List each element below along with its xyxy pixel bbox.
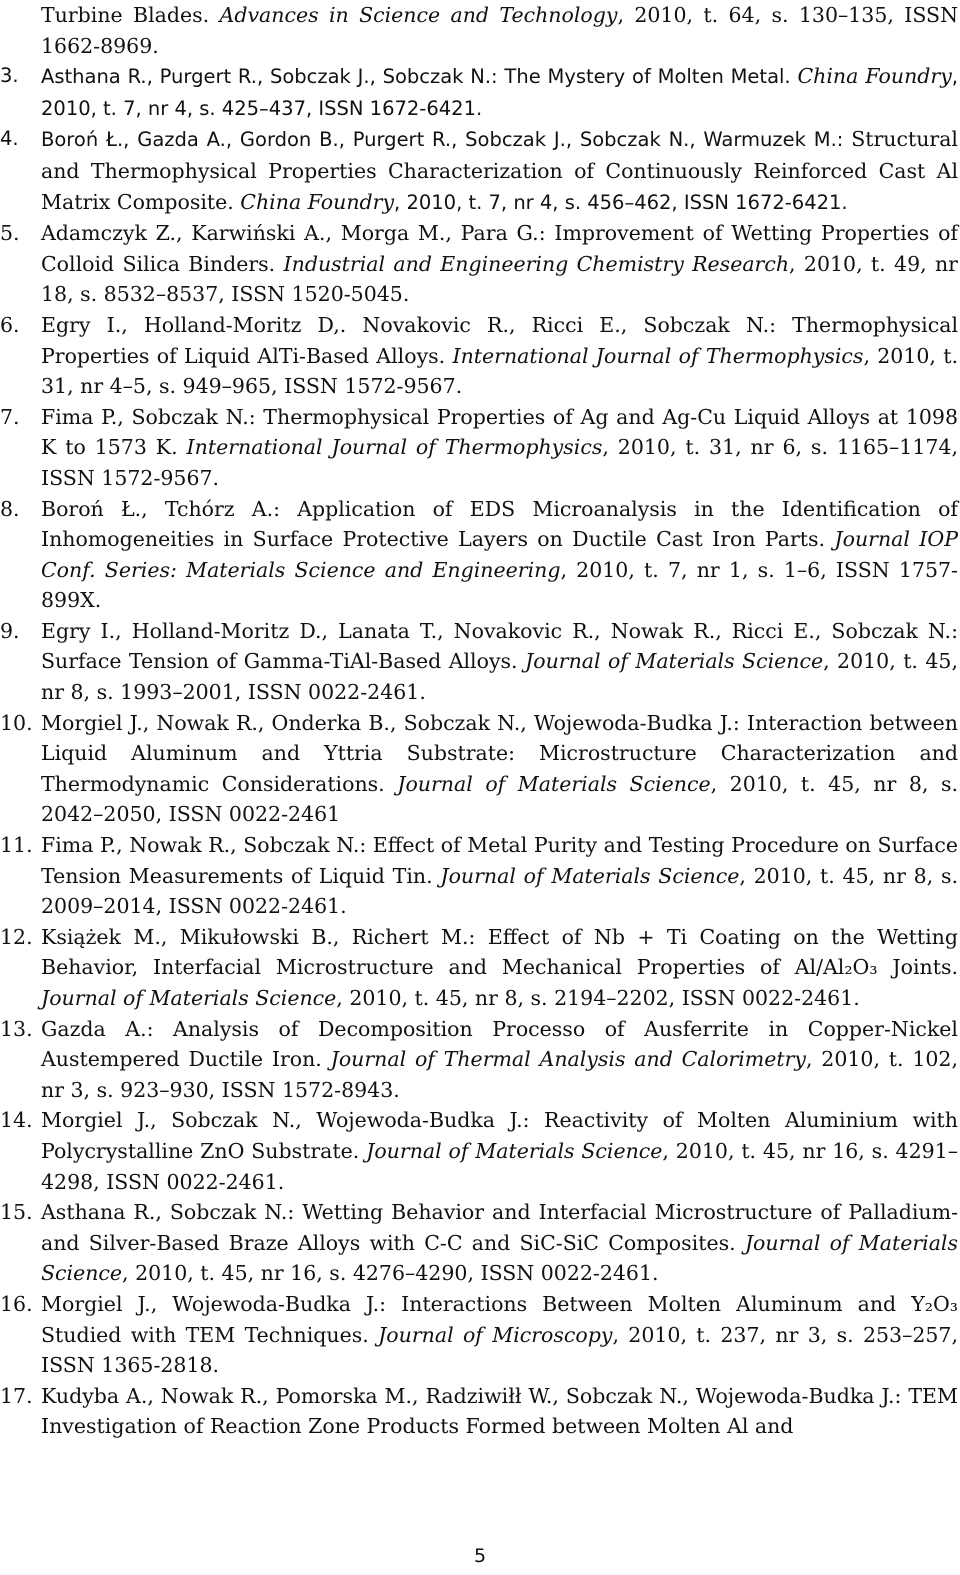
reference-segment: , 2010, t. 49, nr 18, s. 8532–8537, ISSN 1520-5045. [41,251,958,307]
reference-text [41,1381,958,1442]
reference-text [41,124,958,218]
journal-title: China Foundry [797,64,952,89]
reference-segment: Egry I., Holland-Moritz D., Lanata T., Novakovic R., Nowak R., Ricci E., Sobczak N.: Surface Tension of Gamma-TiAl-Based Alloys. [41,618,958,674]
reference-segment: , 2010, t. 102, nr 3, s. 923–930, ISSN 1572-8943. [41,1047,958,1102]
reference-segment: , 2010, t. 45, nr 16, s. 4291–4298, ISSN 0022-2461. [41,1138,958,1194]
reference-number: 15. [0,1200,33,1225]
reference-item [0,0,958,61]
journal-title: International Journal of Thermophysics [452,343,864,368]
page-number: 5 [473,1545,487,1567]
reference-item [0,1381,958,1442]
reference-segment: , 2010, t. 31, nr 4–5, s. 949–965, ISSN 1572-9567. [41,343,958,399]
reference-text [41,218,958,310]
journal-title: Journal IOP Conf. Series: Materials Science and Engineering [41,527,959,582]
reference-segment: , 2010, t. 45, nr 16, s. 4276–4290, ISSN 0022-2461. [122,1261,659,1286]
reference-segment: , 2010, t. 7, nr 4, s. 456–462, ISSN 1672-6421. [394,190,848,214]
reference-segment: Egry I., Holland-Moritz D,. Novakovic R., Ricci E., Sobczak N.: Thermophysical Properties of Liquid AlTi-Based Alloys. [41,312,958,368]
reference-number: 8. [0,496,20,521]
journal-title: Journal of Materials Science [41,1230,958,1286]
journal-title: International Journal of Thermophysics [186,435,603,460]
reference-text [41,494,958,616]
reference-number: 4. [0,127,19,151]
reference-number: 7. [0,404,20,429]
reference-segment: Boroń Ł., Gazda A., Gordon B., Purgert R., Sobczak J., Sobczak N., Warmuzek M.: [41,128,852,152]
reference-number: 13. [0,1016,33,1041]
reference-item [0,402,958,494]
reference-text [41,1197,958,1289]
reference-segment: Boroń Ł., Tchórz A.: Application of EDS Microanalysis in the Identification of Inhomogeneities in Surface Protective Layers on Ductile Cast Iron Parts. [41,496,958,552]
reference-segment: , 2010, t. 45, nr 8, s. 2042–2050, ISSN 0022-2461 [41,771,958,827]
reference-number: 17. [0,1383,33,1408]
reference-segment: Gazda A.: Analysis of Decomposition Processo of Ausferrite in Copper-Nickel Austempered Ductile Iron. [41,1016,958,1072]
journal-title: Journal of Materials Science [440,863,740,888]
reference-number: 16. [0,1291,33,1316]
reference-segment: Turbine Blades. [41,3,220,27]
reference-text [41,1105,958,1197]
reference-text [41,61,958,124]
reference-segment: Structural and Thermophysical Properties Characterization of Continuously Reinforced Cast Al Matrix Composite. [41,127,958,214]
reference-item [0,310,958,402]
journal-title: Advances in Science and Technology [219,3,618,27]
reference-number: 6. [0,312,20,337]
reference-segment: , 2010, t. 7, nr 4, s. 425–437, ISSN 1672-6421. [41,65,958,120]
reference-item [0,61,958,124]
reference-segment: , 2010, t. 64, s. 130–135, ISSN 1662-8969. [41,3,959,58]
reference-text [41,402,958,494]
journal-title: China Foundry [240,189,395,214]
reference-item [0,124,958,218]
journal-title: Journal of Materials Science [525,649,824,674]
reference-segment: Morgiel J., Nowak R., Onderka B., Sobczak N., Wojewoda-Budka J.: Interaction between Liquid Aluminum and Yttria Substrate: Microstructure Characterization and Thermodynamic Considerations. [41,710,958,796]
reference-item [0,218,958,310]
reference-number: 9. [0,618,20,643]
reference-text [41,616,958,708]
reference-number: 14. [0,1108,33,1133]
reference-item [0,494,958,616]
reference-item [0,1289,958,1381]
reference-text [41,922,958,1014]
reference-segment: Fima P., Sobczak N.: Thermophysical Properties of Ag and Ag-Cu Liquid Alloys at 1098 K to 1573 K. [41,404,958,460]
reference-item [0,1014,958,1106]
journal-title: Journal of Materials Science [397,771,711,796]
reference-item [0,922,958,1014]
reference-item [0,616,958,708]
reference-segment: Asthana R., Sobczak N.: Wetting Behavior and Interfacial Microstructure of Palladium- and Silver-Based Braze Alloys with C-C and SiC-SiC Composites. [41,1200,958,1255]
reference-segment: , 2010, t. 7, nr 1, s. 1–6, ISSN 1757-899X. [41,557,958,613]
reference-segment: Adamczyk Z., Karwiński A., Morga M., Para G.: Improvement of Wetting Properties of Colloid Silica Binders. [41,221,958,276]
journal-title: Journal of Materials Science [366,1138,663,1163]
reference-segment: Morgiel J., Wojewoda-Budka J.: Interactions Between Molten Aluminum and Y₂O₃ Studied with TEM Techniques. [41,1291,958,1347]
reference-number: 10. [0,710,33,735]
reference-segment: Kudyba A., Nowak R., Pomorska M., Radziwiłł W., Sobczak N., Wojewoda-Budka J.: TEM Investigation of Reaction Zone Products Formed between Molten Al and [41,1383,958,1439]
reference-text [41,708,958,830]
reference-number: 12. [0,924,33,949]
reference-item [0,1105,958,1197]
reference-item [0,1197,958,1289]
reference-text [0,0,958,61]
reference-segment: Fima P., Nowak R., Sobczak N.: Effect of Metal Purity and Testing Procedure on Surface Tension Measurements of Liquid Tin. [41,833,958,888]
journal-title: Journal of Materials Science [41,986,337,1010]
reference-segment: , 2010, t. 237, nr 3, s. 253–257, ISSN 1365-2818. [41,1322,958,1378]
reference-text [41,830,958,922]
reference-segment: , 2010, t. 45, nr 8, s. 1993–2001, ISSN 0022-2461. [41,649,958,705]
reference-segment: Morgiel J., Sobczak N., Wojewoda-Budka J.: Reactivity of Molten Aluminium with Polycrystalline ZnO Substrate. [41,1108,958,1163]
journal-title: Industrial and Engineering Chemistry Research [283,251,790,276]
reference-segment: Asthana R., Purgert R., Sobczak J., Sobczak N.: The Mystery of Molten Metal. [41,65,798,89]
reference-text [41,310,958,402]
reference-segment: , 2010, t. 31, nr 6, s. 1165–1174, ISSN 1572-9567. [41,435,958,490]
journal-title: Journal of Microscopy [378,1322,613,1347]
reference-item [0,708,958,830]
reference-number: 5. [0,221,20,246]
journal-title: Journal of Thermal Analysis and Calorimetry [330,1047,806,1072]
reference-item [0,830,958,922]
reference-segment: Książek M., Mikułowski B., Richert M.: Effect of Nb + Ti Coating on the Wetting Behavior, Interfacial Microstructure and Mechanical Properties of Al/Al₂O₃ Joints. [41,924,958,980]
reference-number: 3. [0,64,19,88]
reference-segment: , 2010, t. 45, nr 8, s. 2009–2014, ISSN 0022-2461. [41,863,958,919]
reference-number: 11. [0,833,33,858]
reference-text [41,1014,958,1106]
reference-text [41,1289,958,1381]
reference-segment: , 2010, t. 45, nr 8, s. 2194–2202, ISSN 0022-2461. [336,986,860,1010]
